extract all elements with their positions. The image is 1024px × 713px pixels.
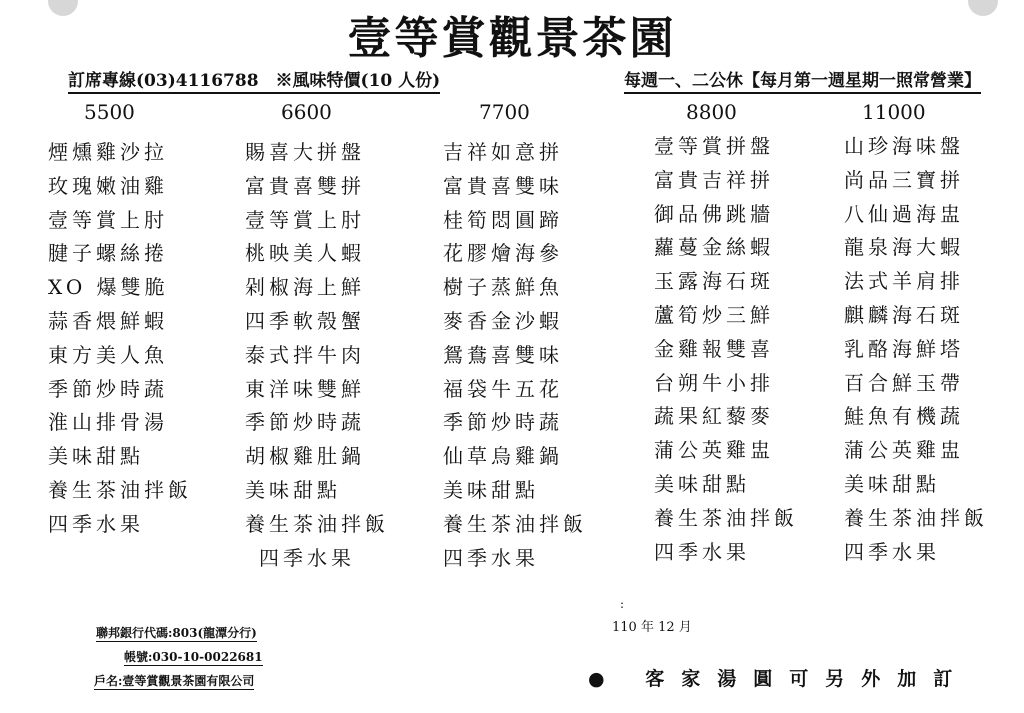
reservation-line: 訂席專線(03)4116788 ※風味特價(10 人份) <box>68 66 440 94</box>
bank-account: 帳號:030-10-0022681 <box>124 650 263 664</box>
dish-item: 金雞報雙喜 <box>654 336 774 361</box>
dish-item: 季節炒時蔬 <box>48 376 168 401</box>
dish-item: 養生茶油拌飯 <box>443 511 587 536</box>
dish-item: 東洋味雙鮮 <box>245 376 365 401</box>
dish-item: 玫瑰嫩油雞 <box>48 173 168 198</box>
dish-item: 花膠燴海參 <box>443 241 563 266</box>
price-8800: 8800 <box>686 100 737 124</box>
menu-date: 110 年 12 月 <box>612 620 692 635</box>
dish-item: 養生茶油拌飯 <box>48 477 192 502</box>
page-title: 壹等賞觀景茶園 <box>347 13 677 64</box>
dish-item: 百合鮮玉帶 <box>844 370 964 395</box>
dish-item: 四季水果 <box>844 539 940 564</box>
dish-item: 四季水果 <box>48 511 144 536</box>
dish-item: 富貴吉祥拼 <box>654 167 774 192</box>
dish-item: 麥香金沙蝦 <box>443 308 563 333</box>
dish-item: 玉露海石斑 <box>654 269 774 294</box>
dish-item: XO 爆雙脆 <box>48 275 169 300</box>
dish-item: 桂筍悶圓蹄 <box>443 207 563 232</box>
dish-item: 東方美人魚 <box>48 342 168 367</box>
dish-item: 剁椒海上鮮 <box>245 275 365 300</box>
dish-item: 四季軟殼蟹 <box>245 308 365 333</box>
dish-item: 季節炒時蔬 <box>443 410 563 435</box>
price-11000: 11000 <box>862 100 926 124</box>
dish-item: 壹等賞上肘 <box>245 207 365 232</box>
price-6600: 6600 <box>281 100 332 124</box>
dish-item: 蒜香煨鮮蝦 <box>48 308 168 333</box>
price-7700: 7700 <box>479 100 530 124</box>
dish-item: 八仙過海盅 <box>844 201 964 226</box>
dish-item: 腱子螺絲捲 <box>48 241 168 266</box>
menu-column-5500 <box>48 136 192 542</box>
bank-account-name: 戶名:壹等賞觀景茶園有限公司 <box>94 674 255 688</box>
menu-column-7700 <box>443 136 587 575</box>
dish-item: 法式羊肩排 <box>844 269 964 294</box>
dish-item: 四季水果 <box>443 545 539 570</box>
dish-item: 鮭魚有機蔬 <box>844 404 964 429</box>
dish-item: 龍泉海大蝦 <box>844 235 964 260</box>
dish-item: 壹等賞拼盤 <box>654 134 774 158</box>
menu-column-11000 <box>844 130 988 569</box>
dish-item: 蒲公英雞盅 <box>844 438 964 463</box>
dish-item: 淮山排骨湯 <box>48 410 168 435</box>
menu-column-6600 <box>245 136 389 575</box>
dish-item: 美味甜點 <box>245 477 341 502</box>
price-5500: 5500 <box>84 100 135 124</box>
dish-item: 麒麟海石斑 <box>844 302 964 327</box>
date-mark: : <box>620 597 625 611</box>
dish-item: 蔬果紅藜麥 <box>654 404 774 429</box>
dish-item: 尚品三寶拼 <box>844 167 964 192</box>
dish-item: 美味甜點 <box>48 444 144 469</box>
add-on-note: ● 客家湯圓可另外加訂 <box>588 668 970 690</box>
dish-item: 養生茶油拌飯 <box>654 505 798 530</box>
dish-item: 養生茶油拌飯 <box>844 505 988 530</box>
dish-item: 美味甜點 <box>844 471 940 496</box>
dish-item: 泰式拌牛肉 <box>245 342 365 367</box>
dish-item: 蘿蔓金絲蝦 <box>654 235 774 260</box>
dish-item: 仙草烏雞鍋 <box>443 444 563 469</box>
dish-item: 桃映美人蝦 <box>245 241 365 266</box>
dish-item: 美味甜點 <box>443 477 539 502</box>
dish-item: 美味甜點 <box>654 471 750 496</box>
dish-item: 季節炒時蔬 <box>245 410 365 435</box>
dish-item: 富貴喜雙味 <box>443 173 563 198</box>
menu-column-8800 <box>654 130 798 569</box>
dish-item: 壹等賞上肘 <box>48 207 168 232</box>
dish-item: 四季水果 <box>654 539 750 564</box>
dish-item: 蒲公英雞盅 <box>654 438 774 463</box>
dish-item: 吉祥如意拼 <box>443 140 563 164</box>
business-hours: 每週一、二公休【每月第一週星期一照常營業】 <box>624 66 981 94</box>
dish-item: 蘆筍炒三鮮 <box>654 302 774 327</box>
dish-item: 四季水果 <box>259 545 355 570</box>
dish-item: 賜喜大拼盤 <box>245 140 365 164</box>
dish-item: 御品佛跳牆 <box>654 201 774 226</box>
dish-item: 鴛鴦喜雙味 <box>443 342 563 367</box>
dish-item: 山珍海味盤 <box>844 134 964 158</box>
dish-item: 富貴喜雙拼 <box>245 173 365 198</box>
dish-item: 台朔牛小排 <box>654 370 774 395</box>
dish-item: 福袋牛五花 <box>443 376 563 401</box>
dish-item: 養生茶油拌飯 <box>245 511 389 536</box>
dish-item: 胡椒雞肚鍋 <box>245 444 365 469</box>
dish-item: 樹子蒸鮮魚 <box>443 275 563 300</box>
dish-item: 煙燻雞沙拉 <box>48 140 168 164</box>
bank-code: 聯邦銀行代碼:803(龍潭分行) <box>96 626 257 640</box>
dish-item: 乳酪海鮮塔 <box>844 336 964 361</box>
